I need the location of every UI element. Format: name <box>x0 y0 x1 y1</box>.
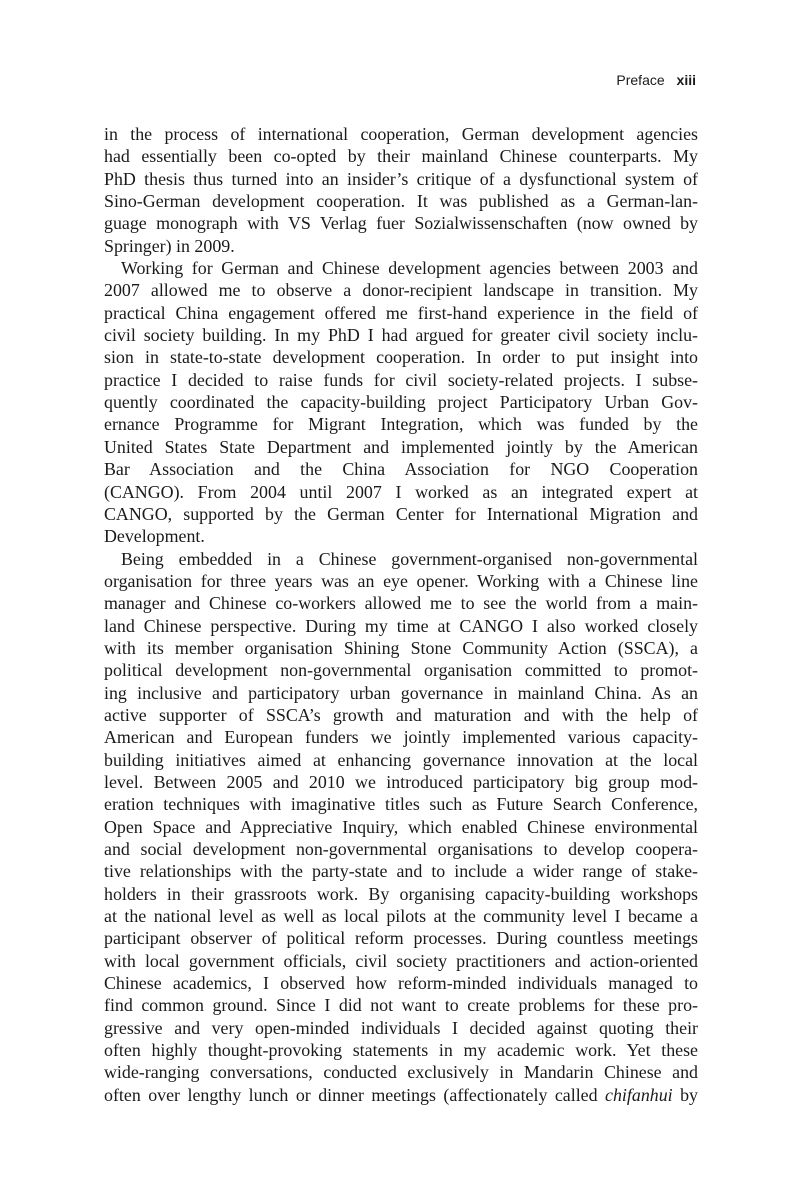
paragraph <box>104 548 698 1107</box>
text-line: ing inclusive and participatory urban governance in mainland China. As an <box>104 682 698 703</box>
text-line: holders in their grassroots work. By organising capacity-building workshops <box>104 883 698 904</box>
text-line: guage monograph with VS Verlag fuer Sozialwissenschaften (now owned by <box>104 213 698 234</box>
text-line: participant observer of political reform processes. During countless meetings <box>104 928 698 949</box>
text-line: gressive and very open-minded individuals I decided against quoting their <box>104 1017 698 1038</box>
running-head-section: Preface <box>616 72 665 88</box>
text-line: Open Space and Appreciative Inquiry, which enabled Chinese environmental <box>104 816 698 837</box>
text-line: American and European funders we jointly implemented various capacity- <box>104 727 698 748</box>
text-line: level. Between 2005 and 2010 we introduced participatory big group mod- <box>104 771 698 792</box>
text-fragment: by <box>672 1084 698 1105</box>
text-fragment: often over lengthy lunch or dinner meetings (affectionately called <box>104 1084 606 1105</box>
text-line: Chinese academics, I observed how reform-minded individuals managed to <box>104 973 698 994</box>
text-line: civil society building. In my PhD I had argued for greater civil society inclu- <box>104 325 698 346</box>
text-line: often highly thought-provoking statements in my academic work. Yet these <box>104 1040 698 1061</box>
text-line: ernance Programme for Migrant Integration, which was funded by the <box>104 414 698 435</box>
text-line: Bar Association and the China Association for NGO Cooperation <box>104 459 698 480</box>
text-line: organisation for three years was an eye opener. Working with a Chinese line <box>104 570 698 591</box>
page-number: xiii <box>676 72 696 88</box>
text-line: manager and Chinese co-workers allowed me to see the world from a main- <box>104 593 698 614</box>
text-line: with its member organisation Shining Stone Community Action (SSCA), a <box>104 637 698 658</box>
text-line: land Chinese perspective. During my time at CANGO I also worked closely <box>104 615 698 636</box>
text-line: political development non-governmental organisation committed to promot- <box>104 660 698 681</box>
text-line: practice I decided to raise funds for civil society-related projects. I subse- <box>104 369 698 390</box>
text-line: and social development non-governmental organisations to develop coopera- <box>104 839 698 859</box>
text-line: sion in state-to-state development cooperation. In order to put insight into <box>104 347 698 368</box>
running-head <box>616 72 696 88</box>
text-line: tive relationships with the party-state and to include a wider range of stake- <box>104 861 698 882</box>
text-line: CANGO, supported by the German Center for International Migration and <box>104 503 698 524</box>
text-line: United States State Department and implemented jointly by the American <box>104 436 698 457</box>
body-text <box>104 123 698 1106</box>
text-line: Development. <box>104 526 205 547</box>
text-line: eration techniques with imaginative titles such as Future Search Conference, <box>104 794 698 815</box>
text-line: find common ground. Since I did not want to create problems for these pro- <box>104 995 698 1016</box>
text-line: 2007 allowed me to observe a donor-recipient landscape in transition. My <box>104 280 698 301</box>
text-line: wide-ranging conversations, conducted exclusively in Mandarin Chinese and <box>104 1062 698 1083</box>
text-line: Being embedded in a Chinese government-organised non-governmental <box>121 548 698 569</box>
text-line: at the national level as well as local pilots at the community level I became a <box>104 906 698 927</box>
text-line: PhD thesis thus turned into an insider’s critique of a dysfunctional system of <box>104 168 698 189</box>
text-line: Springer) in 2009. <box>104 235 235 256</box>
text-line: practical China engagement offered me first-hand experience in the field of <box>104 302 698 323</box>
text-line: Working for German and Chinese development agencies between 2003 and <box>121 258 698 279</box>
text-line: Sino-German development cooperation. It was published as a German-lan- <box>104 191 698 212</box>
text-line: building initiatives aimed at enhancing governance innovation at the local <box>104 749 698 770</box>
text-line: (CANGO). From 2004 until 2007 I worked as an integrated expert at <box>104 481 698 502</box>
text-line: had essentially been co-opted by their mainland Chinese counterparts. My <box>104 146 698 167</box>
paragraph <box>104 257 698 547</box>
text-line: in the process of international cooperation, German development agencies <box>104 124 698 144</box>
text-line: active supporter of SSCA’s growth and maturation and with the help of <box>104 704 698 725</box>
paragraph <box>104 123 698 257</box>
text-line: quently coordinated the capacity-building project Participatory Urban Gov- <box>104 392 698 413</box>
italic-term: chifanhui <box>605 1084 673 1105</box>
text-line: with local government officials, civil society practitioners and action-oriented <box>104 950 698 971</box>
text-line <box>104 1084 698 1106</box>
